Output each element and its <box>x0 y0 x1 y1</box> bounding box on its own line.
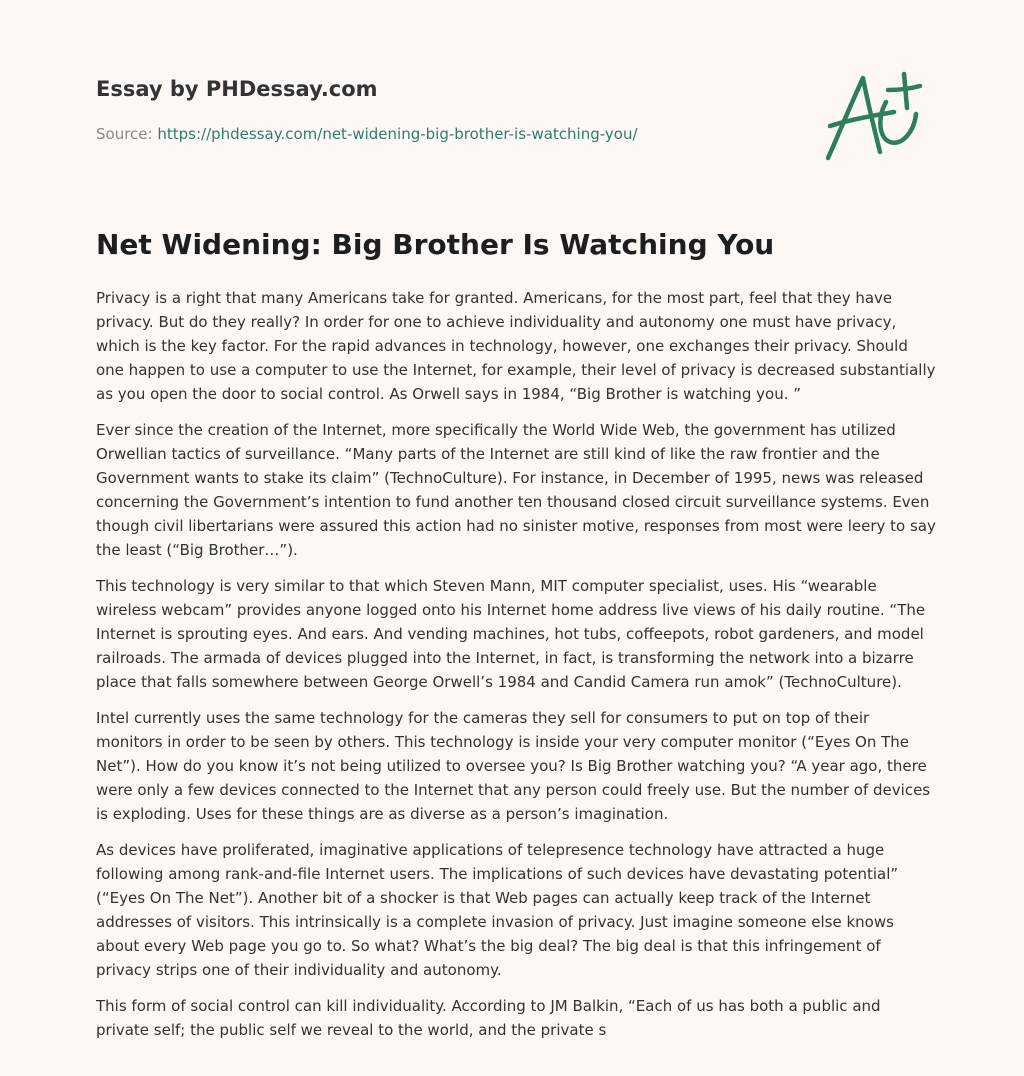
source-label: Source: <box>96 125 153 143</box>
essay-paragraph: Intel currently uses the same technology for the cameras they sell for consumers to put on top of their monitors in order to be seen by others. This technology is inside your very computer monitor (“Eyes On The Net”). How do you know it’s not being utilized to oversee you? Is Big Brother watching you? “A year ago, there were only a few devices connected to the Internet that any person could freely use. But the number of devices is exploding. Uses for these things are as diverse as a person’s imagination. <box>96 709 931 823</box>
essay-title: Net Widening: Big Brother Is Watching You <box>96 228 775 261</box>
essay-paragraph: This form of social control can kill individuality. According to JM Balkin, “Each of us has both a public and private self; the public self we reveal to the world, and the private s <box>96 997 881 1039</box>
essay-paragraph: Privacy is a right that many Americans take for granted. Americans, for the most part, feel that they have privacy. But do they really? In order for one to achieve individuality and autonomy one must have privacy, which is the key factor. For the rapid advances in technology, however, one exchanges their privacy. Should one happen to use a computer to use the Internet, for example, their level of privacy is decreased substantially as you open the door to social control. As Orwell says in 1984, “Big Brother is watching you. ” <box>96 289 936 403</box>
essay-paragraph: This technology is very similar to that which Steven Mann, MIT computer specialist, uses. His “wearable wireless webcam” provides anyone logged onto his Internet home address live views of his daily routine. “The Internet is sprouting eyes. And ears. And vending machines, hot tubs, coffeepots, robot gardeners, and model railroads. The armada of devices plugged into the Internet, in fact, is transforming the network into a bizarre place that falls somewhere between George Orwell’s 1984 and Candid Camera run amok” (TechnoCulture). <box>96 577 926 691</box>
source-line <box>96 124 796 144</box>
site-brand: Essay by PHDessay.com <box>96 77 378 101</box>
essay-paragraph: As devices have proliferated, imaginative applications of telepresence technology have attracted a huge following among rank-and-file Internet users. The implications of such devices have devastating potential” (“Eyes On The Net”). Another bit of a shocker is that Web pages can actually keep track of the Internet addresses of visitors. This intrinsically is a complete invasion of privacy. Just imagine someone else knows about every Web page you go to. So what? What’s the big deal? The big deal is that this infringement of privacy strips one of their individuality and autonomy. <box>96 841 899 979</box>
a-plus-grade-icon <box>822 66 928 166</box>
source-link[interactable]: https://phdessay.com/net-widening-big-brother-is-watching-you/ <box>157 125 638 143</box>
essay-body <box>96 286 936 1054</box>
essay-paragraph: Ever since the creation of the Internet, more specifically the World Wide Web, the government has utilized Orwellian tactics of surveillance. “Many parts of the Internet are still kind of like the raw frontier and the Government wants to stake its claim” (TechnoCulture). For instance, in December of 1995, news was released concerning the Government’s intention to fund another ten thousand closed circuit surveillance systems. Even though civil libertarians were assured this action had no sinister motive, responses from most were leery to say the least (“Big Brother…”). <box>96 421 936 559</box>
essay-header <box>96 74 796 144</box>
